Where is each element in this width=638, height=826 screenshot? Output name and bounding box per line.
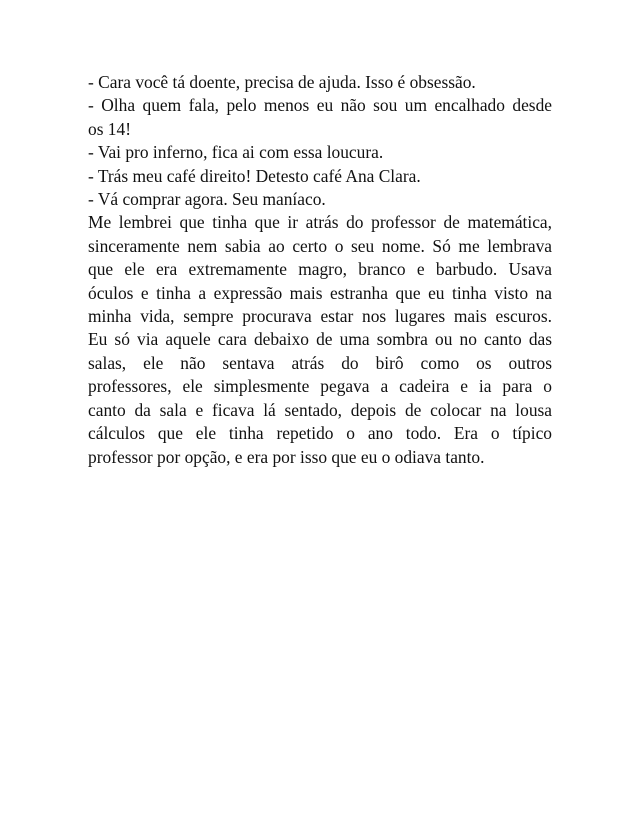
text-line: - Vai pro inferno, fica ai com essa loucura.	[88, 142, 384, 163]
text-line: - Trás meu café direito! Detesto café Ana Clara.	[88, 165, 421, 186]
body-text	[88, 71, 552, 469]
text-line: - Vá comprar agora. Seu maníaco.	[88, 189, 326, 210]
text-line: - Olha quem fala, pelo menos eu não sou um encalhado desde	[88, 95, 552, 116]
text-line: minha vida, sempre procurava estar nos lugares mais escuros.	[88, 306, 552, 327]
text-line: sinceramente nem sabia ao certo o seu nome. Só me lembrava	[88, 235, 552, 256]
text-line: Eu só via aquele cara debaixo de uma sombra ou no canto das	[88, 329, 552, 350]
text-line: professores, ele simplesmente pegava a cadeira e ia para o	[88, 376, 552, 397]
text-line: salas, ele não sentava atrás do birô como os outros	[88, 352, 552, 373]
text-line: cálculos que ele tinha repetido o ano todo. Era o típico	[88, 423, 552, 444]
text-line: professor por opção, e era por isso que eu o odiava tanto.	[88, 446, 485, 467]
text-line: - Cara você tá doente, precisa de ajuda. Isso é obsessão.	[88, 72, 476, 92]
text-line: canto da sala e ficava lá sentado, depois de colocar na lousa	[88, 399, 552, 420]
text-line: que ele era extremamente magro, branco e barbudo. Usava	[88, 259, 552, 280]
text-line: Me lembrei que tinha que ir atrás do professor de matemática,	[88, 212, 552, 233]
text-line: os 14!	[88, 118, 131, 139]
text-line: óculos e tinha a expressão mais estranha que eu tinha visto na	[88, 282, 552, 303]
